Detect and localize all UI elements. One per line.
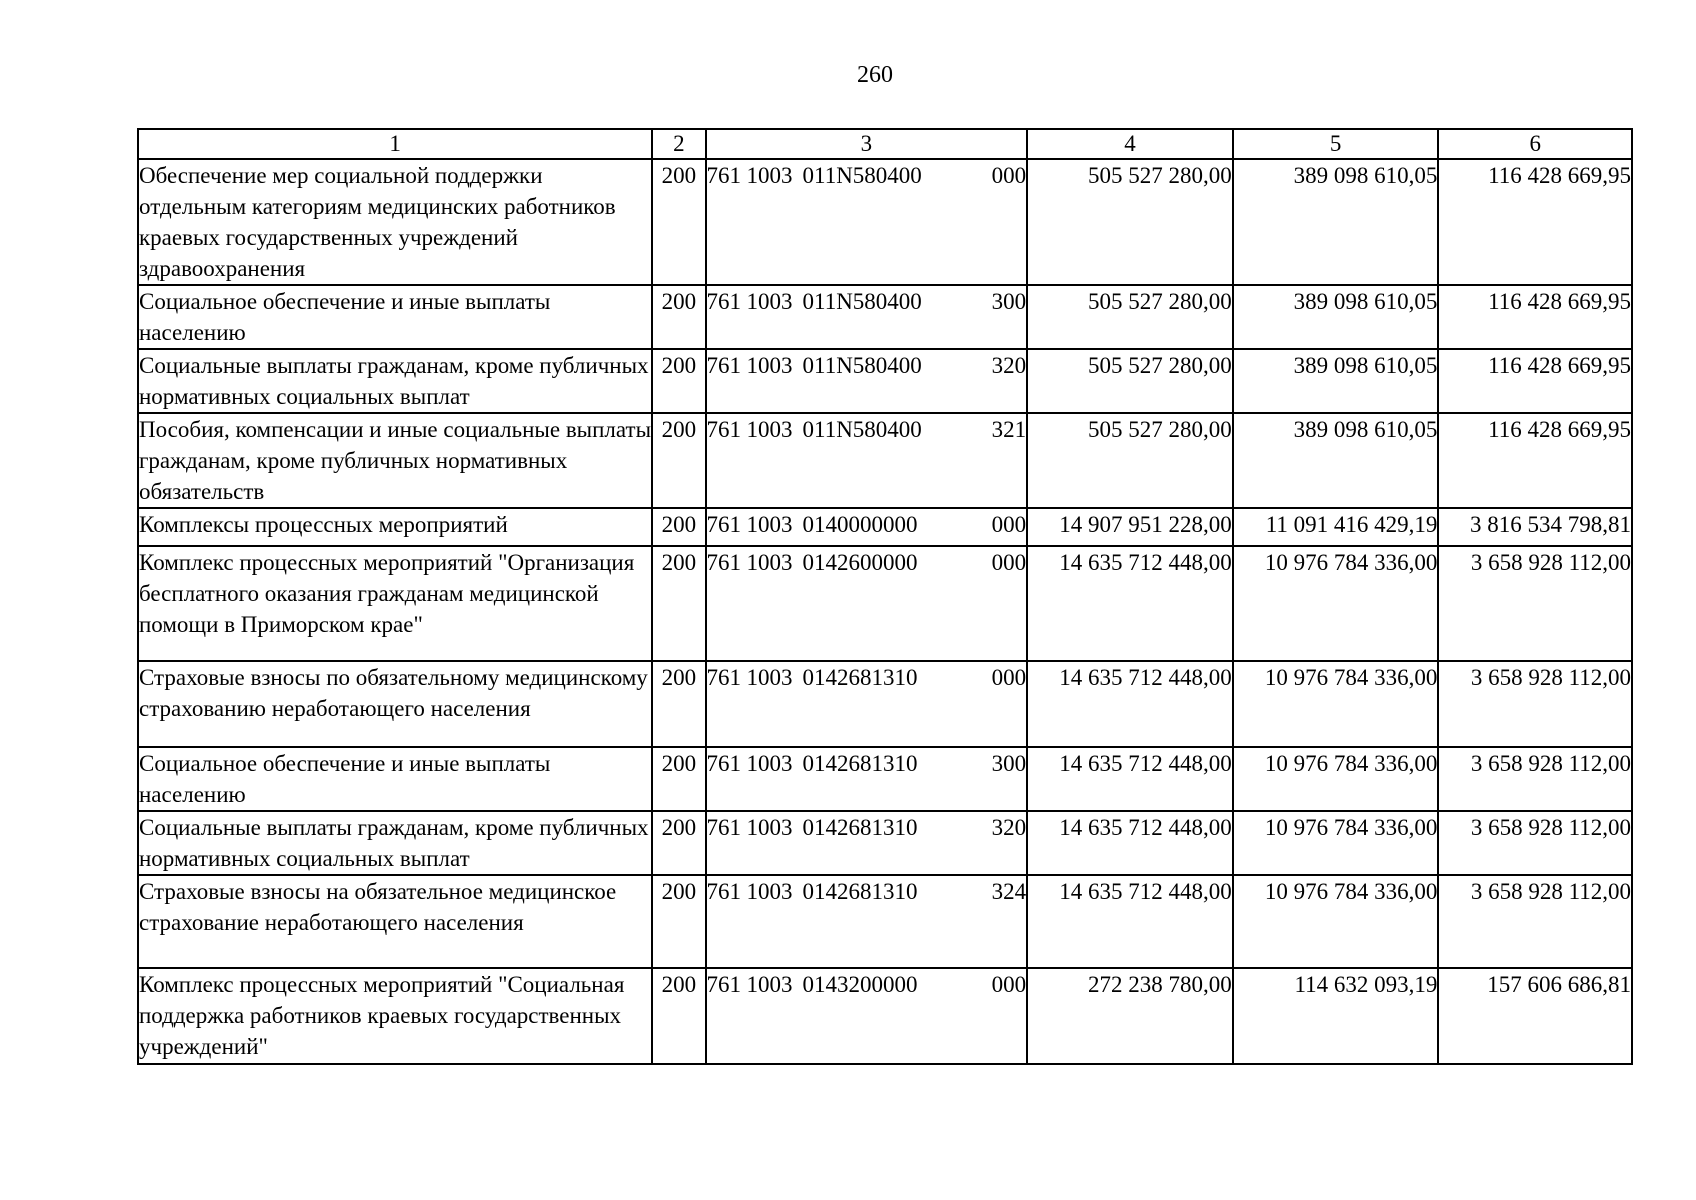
row-expense-type-code: 320 [991, 815, 1027, 840]
row-admin-code: 200 [652, 546, 705, 661]
row-remaining-amount: 116 428 669,95 [1438, 349, 1632, 413]
row-target-code: 0140000000 [802, 512, 918, 537]
row-approved-amount: 505 527 280,00 [1027, 159, 1233, 285]
row-approved-amount: 505 527 280,00 [1027, 285, 1233, 349]
row-grbs-code: 761 [706, 512, 742, 537]
row-remaining-amount: 3 658 928 112,00 [1438, 747, 1632, 811]
row-expense-type-code: 000 [991, 665, 1027, 690]
table-header-row [138, 129, 1632, 159]
row-remaining-amount: 116 428 669,95 [1438, 285, 1632, 349]
row-expense-type-code: 000 [991, 512, 1027, 537]
row-name: Страховые взносы на обязательное медицинское страхование неработающего населения [138, 875, 652, 968]
row-classification-codes [706, 875, 1028, 968]
row-section-code: 1003 [746, 550, 793, 575]
row-target-code: 0142681310 [802, 879, 918, 904]
table-row [138, 968, 1632, 1064]
row-section-code: 1003 [746, 353, 793, 378]
row-admin-code: 200 [652, 159, 705, 285]
table-row [138, 159, 1632, 285]
row-remaining-amount: 3 658 928 112,00 [1438, 661, 1632, 747]
row-classification-codes [706, 546, 1028, 661]
row-expense-type-code: 000 [991, 163, 1027, 188]
row-target-code: 0142600000 [802, 550, 918, 575]
row-admin-code: 200 [652, 349, 705, 413]
row-classification-codes [706, 349, 1028, 413]
row-name: Комплексы процессных мероприятий [138, 508, 652, 546]
row-remaining-amount: 3 658 928 112,00 [1438, 875, 1632, 968]
row-remaining-amount: 116 428 669,95 [1438, 159, 1632, 285]
row-remaining-amount: 116 428 669,95 [1438, 413, 1632, 508]
row-section-code: 1003 [746, 879, 793, 904]
row-target-code: 011N580400 [802, 163, 922, 188]
row-admin-code: 200 [652, 875, 705, 968]
row-remaining-amount: 3 816 534 798,81 [1438, 508, 1632, 546]
row-approved-amount: 14 635 712 448,00 [1027, 661, 1233, 747]
row-name: Обеспечение мер социальной поддержки отдельным категориям медицинских работников краевых государственных учреждений здравоохранения [138, 159, 652, 285]
row-grbs-code: 761 [706, 289, 742, 314]
row-grbs-code: 761 [706, 879, 742, 904]
row-executed-amount: 10 976 784 336,00 [1233, 747, 1439, 811]
row-executed-amount: 389 098 610,05 [1233, 285, 1439, 349]
row-expense-type-code: 000 [991, 972, 1027, 997]
column-header: 2 [652, 129, 705, 159]
row-section-code: 1003 [746, 289, 793, 314]
row-classification-codes [706, 968, 1028, 1064]
table-row [138, 747, 1632, 811]
row-classification-codes [706, 811, 1028, 875]
row-expense-type-code: 300 [991, 289, 1027, 314]
row-expense-type-code: 320 [991, 353, 1027, 378]
row-grbs-code: 761 [706, 163, 742, 188]
table-row [138, 875, 1632, 968]
row-classification-codes [706, 661, 1028, 747]
table-row [138, 285, 1632, 349]
row-section-code: 1003 [746, 163, 793, 188]
row-executed-amount: 10 976 784 336,00 [1233, 811, 1439, 875]
row-admin-code: 200 [652, 661, 705, 747]
row-section-code: 1003 [746, 512, 793, 537]
row-target-code: 0143200000 [802, 972, 918, 997]
row-classification-codes [706, 747, 1028, 811]
row-approved-amount: 14 635 712 448,00 [1027, 747, 1233, 811]
row-grbs-code: 761 [706, 815, 742, 840]
table-row [138, 508, 1632, 546]
row-executed-amount: 10 976 784 336,00 [1233, 875, 1439, 968]
row-approved-amount: 14 635 712 448,00 [1027, 811, 1233, 875]
row-remaining-amount: 3 658 928 112,00 [1438, 546, 1632, 661]
column-header: 1 [138, 129, 652, 159]
row-executed-amount: 389 098 610,05 [1233, 413, 1439, 508]
row-approved-amount: 505 527 280,00 [1027, 349, 1233, 413]
row-executed-amount: 114 632 093,19 [1233, 968, 1439, 1064]
row-name: Страховые взносы по обязательному медицинскому страхованию неработающего населения [138, 661, 652, 747]
row-executed-amount: 10 976 784 336,00 [1233, 546, 1439, 661]
row-name: Социальное обеспечение и иные выплаты населению [138, 285, 652, 349]
column-header: 6 [1438, 129, 1632, 159]
row-expense-type-code: 000 [991, 550, 1027, 575]
row-expense-type-code: 321 [991, 417, 1027, 442]
row-target-code: 0142681310 [802, 815, 918, 840]
row-admin-code: 200 [652, 508, 705, 546]
row-grbs-code: 761 [706, 751, 742, 776]
row-approved-amount: 14 635 712 448,00 [1027, 875, 1233, 968]
row-classification-codes [706, 285, 1028, 349]
row-remaining-amount: 3 658 928 112,00 [1438, 811, 1632, 875]
row-section-code: 1003 [746, 751, 793, 776]
row-target-code: 0142681310 [802, 751, 918, 776]
row-section-code: 1003 [746, 665, 793, 690]
row-approved-amount: 272 238 780,00 [1027, 968, 1233, 1064]
row-admin-code: 200 [652, 968, 705, 1064]
row-executed-amount: 10 976 784 336,00 [1233, 661, 1439, 747]
row-classification-codes [706, 159, 1028, 285]
table-row [138, 661, 1632, 747]
row-approved-amount: 14 907 951 228,00 [1027, 508, 1233, 546]
row-admin-code: 200 [652, 811, 705, 875]
row-admin-code: 200 [652, 413, 705, 508]
row-target-code: 011N580400 [802, 353, 922, 378]
row-target-code: 011N580400 [802, 417, 922, 442]
row-name: Комплекс процессных мероприятий "Социальная поддержка работников краевых государственных учреждений" [138, 968, 652, 1064]
row-name: Комплекс процессных мероприятий "Организация бесплатного оказания гражданам медицинской помощи в Приморском крае" [138, 546, 652, 661]
row-classification-codes [706, 508, 1028, 546]
table-row [138, 546, 1632, 661]
row-executed-amount: 389 098 610,05 [1233, 349, 1439, 413]
row-executed-amount: 11 091 416 429,19 [1233, 508, 1439, 546]
row-approved-amount: 14 635 712 448,00 [1027, 546, 1233, 661]
row-section-code: 1003 [746, 972, 793, 997]
row-grbs-code: 761 [706, 353, 742, 378]
row-classification-codes [706, 413, 1028, 508]
row-name: Социальные выплаты гражданам, кроме публичных нормативных социальных выплат [138, 811, 652, 875]
column-header: 4 [1027, 129, 1233, 159]
row-section-code: 1003 [746, 417, 793, 442]
table-row [138, 811, 1632, 875]
table-row [138, 349, 1632, 413]
row-name: Социальное обеспечение и иные выплаты населению [138, 747, 652, 811]
row-grbs-code: 761 [706, 665, 742, 690]
row-target-code: 011N580400 [802, 289, 922, 314]
row-grbs-code: 761 [706, 972, 742, 997]
row-name: Социальные выплаты гражданам, кроме публичных нормативных социальных выплат [138, 349, 652, 413]
row-section-code: 1003 [746, 815, 793, 840]
row-expense-type-code: 324 [991, 879, 1027, 904]
row-admin-code: 200 [652, 747, 705, 811]
row-expense-type-code: 300 [991, 751, 1027, 776]
row-remaining-amount: 157 606 686,81 [1438, 968, 1632, 1064]
row-approved-amount: 505 527 280,00 [1027, 413, 1233, 508]
row-name: Пособия, компенсации и иные социальные выплаты гражданам, кроме публичных нормативных обязательств [138, 413, 652, 508]
row-grbs-code: 761 [706, 417, 742, 442]
row-executed-amount: 389 098 610,05 [1233, 159, 1439, 285]
table-body [138, 159, 1632, 1064]
row-grbs-code: 761 [706, 550, 742, 575]
row-admin-code: 200 [652, 285, 705, 349]
column-header: 3 [706, 129, 1028, 159]
table-row [138, 413, 1632, 508]
page-number: 260 [857, 62, 893, 88]
budget-table [137, 128, 1633, 1065]
row-target-code: 0142681310 [802, 665, 918, 690]
column-header: 5 [1233, 129, 1439, 159]
